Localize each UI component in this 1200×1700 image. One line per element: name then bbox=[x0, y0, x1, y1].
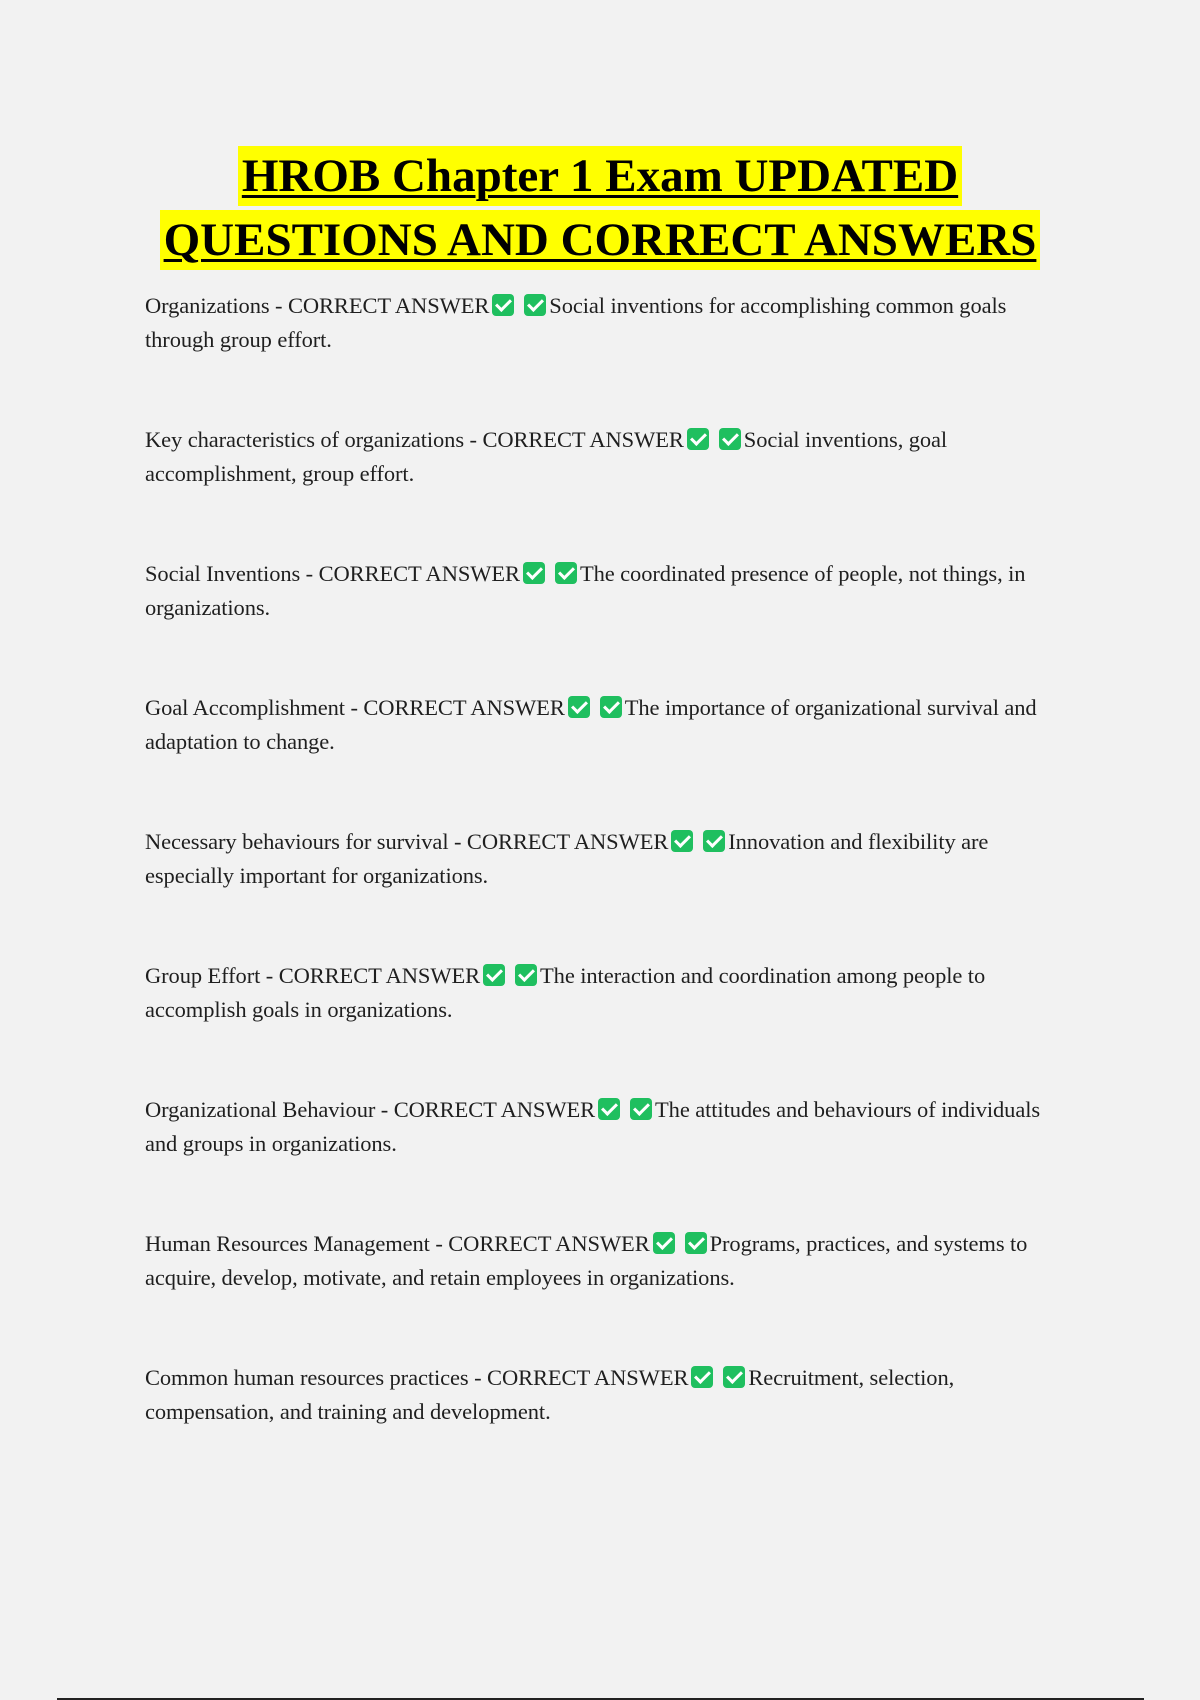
correct-answer-label: CORRECT ANSWER bbox=[487, 1365, 689, 1390]
check-mark-icon bbox=[524, 294, 546, 316]
qa-answer: The coordinated presence of people, not things, in organizations. bbox=[145, 561, 1026, 620]
qa-term: Human Resources Management - bbox=[145, 1231, 449, 1256]
check-mark-icon bbox=[703, 830, 725, 852]
qa-term: Organizational Behaviour - bbox=[145, 1097, 394, 1122]
check-mark-icon bbox=[555, 562, 577, 584]
correct-answer-label: CORRECT ANSWER bbox=[278, 963, 481, 988]
qa-answer: Recruitment, selection, compensation, and training and development. bbox=[145, 1365, 955, 1424]
qa-item bbox=[145, 557, 1055, 625]
qa-term: Goal Accomplishment - bbox=[145, 695, 364, 720]
qa-item bbox=[145, 289, 1055, 357]
check-mark-icon bbox=[630, 1098, 652, 1120]
qa-item bbox=[145, 691, 1055, 759]
qa-answer: Social inventions for accomplishing common goals through group effort. bbox=[145, 293, 1007, 352]
correct-answer-label: CORRECT ANSWER bbox=[287, 293, 490, 318]
qa-item bbox=[145, 1093, 1055, 1161]
qa-list bbox=[145, 289, 1055, 1495]
check-mark-icon bbox=[723, 1366, 745, 1388]
correct-answer-label: CORRECT ANSWER bbox=[393, 1097, 596, 1122]
check-mark-icon bbox=[483, 964, 505, 986]
qa-term: Necessary behaviours for survival - bbox=[145, 829, 467, 854]
qa-answer: Social inventions, goal accomplishment, group effort. bbox=[145, 427, 948, 486]
check-mark-icon bbox=[600, 696, 622, 718]
correct-answer-label: CORRECT ANSWER bbox=[482, 427, 684, 452]
check-mark-icon bbox=[523, 562, 545, 584]
document-title bbox=[0, 146, 1200, 274]
qa-item bbox=[145, 423, 1055, 491]
check-mark-icon bbox=[515, 964, 537, 986]
correct-answer-label: CORRECT ANSWER bbox=[466, 829, 669, 854]
title-line-1: HROB Chapter 1 Exam UPDATED bbox=[238, 146, 962, 206]
qa-answer: Programs, practices, and systems to acquire, develop, motivate, and retain employees in organizations. bbox=[145, 1231, 1028, 1290]
qa-item bbox=[145, 1227, 1055, 1295]
qa-answer: The attitudes and behaviours of individuals and groups in organizations. bbox=[145, 1097, 1041, 1156]
qa-term: Group Effort - bbox=[145, 963, 279, 988]
check-mark-icon bbox=[685, 1232, 707, 1254]
qa-term: Social Inventions - bbox=[145, 561, 319, 586]
qa-item bbox=[145, 959, 1055, 1027]
qa-answer: The interaction and coordination among people to accomplish goals in organizations. bbox=[145, 963, 986, 1022]
correct-answer-label: CORRECT ANSWER bbox=[448, 1231, 650, 1256]
check-mark-icon bbox=[719, 428, 741, 450]
qa-term: Common human resources practices - bbox=[145, 1365, 488, 1390]
check-mark-icon bbox=[492, 294, 514, 316]
check-mark-icon bbox=[653, 1232, 675, 1254]
check-mark-icon bbox=[598, 1098, 620, 1120]
qa-answer: The importance of organizational survival and adaptation to change. bbox=[145, 695, 1037, 754]
qa-term: Key characteristics of organizations - bbox=[145, 427, 483, 452]
qa-item bbox=[145, 825, 1055, 893]
correct-answer-label: CORRECT ANSWER bbox=[363, 695, 565, 720]
qa-term: Organizations - bbox=[145, 293, 288, 318]
check-mark-icon bbox=[671, 830, 693, 852]
qa-answer: Innovation and flexibility are especially important for organizations. bbox=[145, 829, 989, 888]
check-mark-icon bbox=[687, 428, 709, 450]
correct-answer-label: CORRECT ANSWER bbox=[318, 561, 520, 586]
qa-item bbox=[145, 1361, 1055, 1429]
title-line-2: QUESTIONS AND CORRECT ANSWERS bbox=[160, 210, 1041, 270]
check-mark-icon bbox=[691, 1366, 713, 1388]
check-mark-icon bbox=[568, 696, 590, 718]
